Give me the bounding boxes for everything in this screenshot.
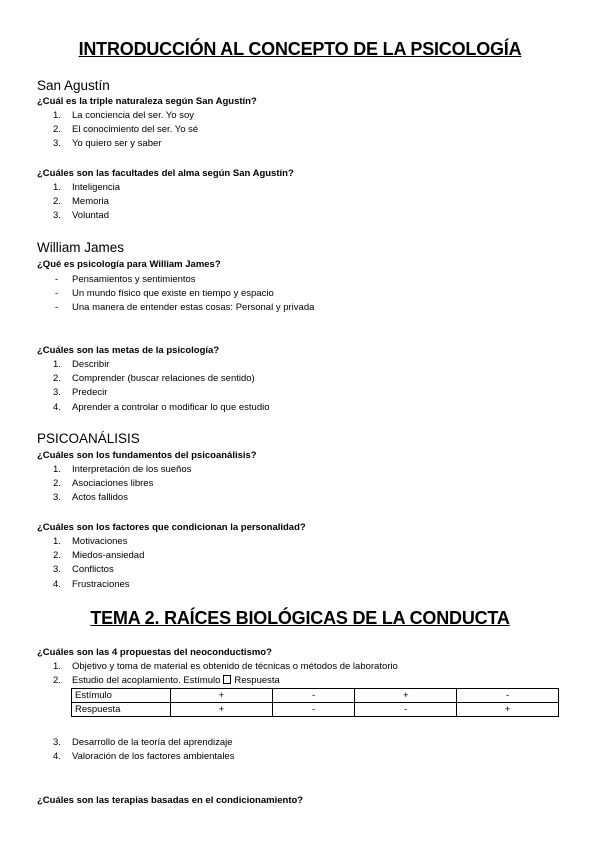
table-row xyxy=(72,689,559,703)
estimulo-respuesta-table xyxy=(71,688,559,717)
list-item: 2. Memoria xyxy=(53,196,109,208)
list-que-es-psicologia xyxy=(37,273,314,316)
list-fundamentos-psicoanalisis xyxy=(37,463,191,506)
list-item: 3. Voluntad xyxy=(53,210,109,222)
question-que-es-psicologia: ¿Qué es psicología para William James? xyxy=(37,259,221,270)
list-item: - Un mundo físico que existe en tiempo y espacio xyxy=(55,288,274,300)
list-item: 2. Asociaciones libres xyxy=(53,478,154,490)
list-item: 2. Comprender (buscar relaciones de sentido) xyxy=(53,373,255,385)
question-metas-psicologia: ¿Cuáles son las metas de la psicología? xyxy=(37,345,220,356)
list-item: 2. Estudio del acoplamiento. Estímulo Respuesta xyxy=(53,675,280,687)
question-propuestas-neoconductismo: ¿Cuáles son las 4 propuestas del neoconductismo? xyxy=(37,647,272,658)
section-heading-agustin: San Agustín xyxy=(37,78,110,93)
question-factores-personalidad: ¿Cuáles son los factores que condicionan la personalidad? xyxy=(37,522,306,533)
list-facultades-alma xyxy=(37,181,120,224)
list-item: - Pensamientos y sentimientos xyxy=(55,274,196,285)
list-item: 3. Conflictos xyxy=(53,564,114,576)
list-item: 1. Objetivo y toma de material es obtenido de técnicas o métodos de laboratorio xyxy=(53,661,398,672)
table-cell: - xyxy=(272,703,354,717)
list-item: 1. Inteligencia xyxy=(53,182,121,193)
table-cell: + xyxy=(171,703,273,717)
list-item: 1. Motivaciones xyxy=(53,536,128,547)
page-title: INTRODUCCIÓN AL CONCEPTO DE LA PSICOLOGÍA xyxy=(78,39,522,59)
list-item: - Una manera de entender estas cosas: Personal y privada xyxy=(55,302,315,314)
tema2-title: TEMA 2. RAÍCES BIOLÓGICAS DE LA CONDUCTA xyxy=(90,608,510,628)
list-item: 1. La conciencia del ser. Yo soy xyxy=(53,110,195,121)
question-triple-naturaleza: ¿Cuál es la triple naturaleza según San Agustín? xyxy=(37,96,257,107)
list-item: 3. Actos fallidos xyxy=(53,492,128,504)
list-item: 3. Yo quiero ser y saber xyxy=(53,138,162,150)
table-cell: + xyxy=(171,689,273,703)
table-cell: + xyxy=(457,703,559,717)
table-cell: Respuesta xyxy=(72,703,171,717)
list-item: 1. Interpretación de los sueños xyxy=(53,464,192,475)
list-item: 2. Miedos-ansiedad xyxy=(53,550,145,562)
table-cell: - xyxy=(272,689,354,703)
list-item: 1. Describir xyxy=(53,359,110,370)
question-fundamentos-psicoanalisis: ¿Cuáles son los fundamentos del psicoanálisis? xyxy=(37,450,257,461)
list-item: 4. Aprender a controlar o modificar lo que estudio xyxy=(53,401,270,413)
list-propuestas-part1 xyxy=(37,660,398,688)
table-cell: - xyxy=(457,689,559,703)
list-propuestas-part2 xyxy=(37,736,234,764)
list-item: 4. Frustraciones xyxy=(53,578,130,590)
table-cell: Estímulo xyxy=(72,689,171,703)
section-heading-james: William James xyxy=(37,240,125,255)
question-facultades-alma: ¿Cuáles son las facultades del alma según San Agustín? xyxy=(37,168,294,179)
question-terapias-condicionamiento: ¿Cuáles son las terapias basadas en el condicionamiento? xyxy=(37,795,304,806)
placeholder-glyph-icon xyxy=(223,675,231,684)
list-triple-naturaleza xyxy=(37,109,198,152)
list-item: 3. Desarrollo de la teoría del aprendizaje xyxy=(53,737,233,748)
list-metas-psicologia xyxy=(37,358,270,415)
list-item: 3. Predecir xyxy=(53,387,108,399)
table-cell: - xyxy=(355,703,457,717)
table-cell: + xyxy=(355,689,457,703)
table-row xyxy=(72,703,559,717)
section-heading-psicoanalisis: PSICOANÁLISIS xyxy=(37,431,140,446)
list-item: 4. Valoración de los factores ambientales xyxy=(53,751,235,763)
list-factores-personalidad xyxy=(37,535,144,592)
list-item: 2. El conocimiento del ser. Yo sé xyxy=(53,124,199,136)
